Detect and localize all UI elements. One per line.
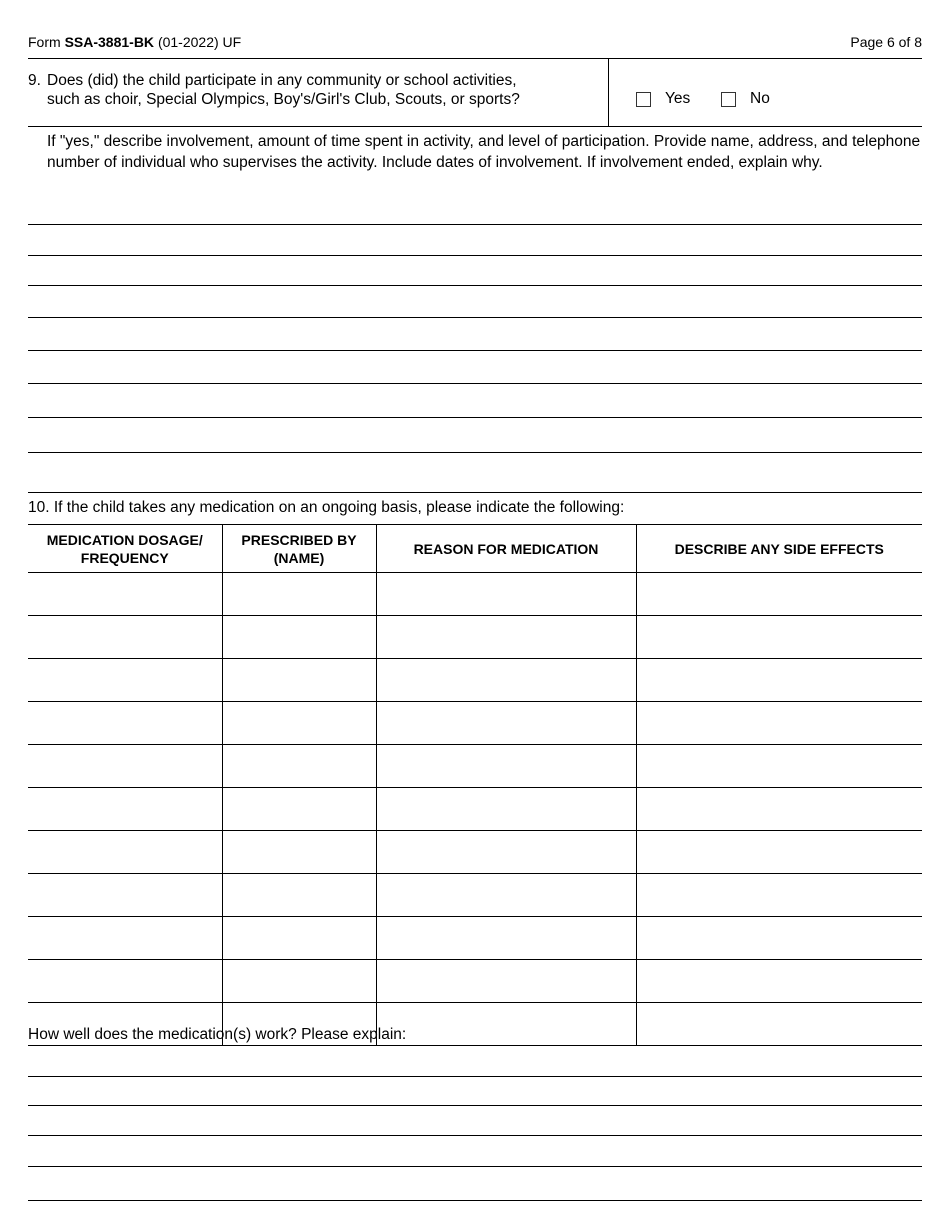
prescribed-by-cell[interactable] <box>222 616 376 659</box>
question-9-line-2: such as choir, Special Olympics, Boy's/Girl's Club, Scouts, or sports? <box>47 91 520 108</box>
no-checkbox[interactable] <box>721 92 736 107</box>
question-10-prompt: 10. If the child takes any medication on an ongoing basis, please indicate the following: <box>28 499 625 516</box>
side-effects-cell[interactable] <box>636 616 922 659</box>
prescribed-by-cell[interactable] <box>222 874 376 917</box>
side-effects-cell[interactable] <box>636 874 922 917</box>
side-effects-cell[interactable] <box>636 917 922 960</box>
form-identifier <box>28 34 241 50</box>
no-label: No <box>750 90 770 107</box>
reason-cell[interactable] <box>376 745 636 788</box>
table-row <box>28 831 922 874</box>
side-effects-cell[interactable] <box>636 788 922 831</box>
prescribed-by-cell[interactable] <box>222 745 376 788</box>
table-row <box>28 573 922 616</box>
reason-cell[interactable] <box>376 616 636 659</box>
table-row <box>28 960 922 1003</box>
question-9-line-1: Does (did) the child participate in any community or school activities, <box>47 72 517 89</box>
form-revision: (01-2022) UF <box>157 34 242 50</box>
medication-dosage-cell[interactable] <box>28 702 222 745</box>
column-header-medication-dosage: MEDICATION DOSAGE/ FREQUENCY <box>28 525 222 573</box>
table-row <box>28 788 922 831</box>
table-row <box>28 917 922 960</box>
form-page <box>28 0 922 1230</box>
side-effects-cell[interactable] <box>636 1003 922 1046</box>
medication-dosage-cell[interactable] <box>28 874 222 917</box>
medication-dosage-cell[interactable] <box>28 659 222 702</box>
question-9-bottom-rule <box>28 126 922 127</box>
reason-cell[interactable] <box>376 573 636 616</box>
table-row <box>28 874 922 917</box>
question-9-divider <box>608 58 609 126</box>
activity-answer-line[interactable] <box>28 492 922 493</box>
side-effects-cell[interactable] <box>636 960 922 1003</box>
form-prefix: Form <box>28 34 61 50</box>
effectiveness-answer-line[interactable] <box>28 1105 922 1106</box>
prescribed-by-cell[interactable] <box>222 788 376 831</box>
side-effects-cell[interactable] <box>636 573 922 616</box>
medication-dosage-cell[interactable] <box>28 917 222 960</box>
form-number: SSA-3881-BK <box>64 34 155 50</box>
no-option[interactable] <box>721 90 770 108</box>
header-divider <box>28 58 922 59</box>
side-effects-cell[interactable] <box>636 659 922 702</box>
medication-dosage-cell[interactable] <box>28 745 222 788</box>
prescribed-by-cell[interactable] <box>222 573 376 616</box>
reason-cell[interactable] <box>376 702 636 745</box>
column-header-reason: REASON FOR MEDICATION <box>376 525 636 573</box>
table-row <box>28 702 922 745</box>
medication-effectiveness-prompt: How well does the medication(s) work? Please explain: <box>28 1026 407 1043</box>
reason-cell[interactable] <box>376 1003 636 1046</box>
table-row <box>28 659 922 702</box>
prescribed-by-cell[interactable] <box>222 831 376 874</box>
question-9-number: 9. <box>28 72 41 89</box>
activity-answer-line[interactable] <box>28 255 922 256</box>
effectiveness-answer-line[interactable] <box>28 1135 922 1136</box>
effectiveness-answer-line[interactable] <box>28 1076 922 1077</box>
medication-table <box>28 524 922 1046</box>
yes-label: Yes <box>665 90 691 107</box>
reason-cell[interactable] <box>376 874 636 917</box>
medication-dosage-cell[interactable] <box>28 960 222 1003</box>
yes-checkbox[interactable] <box>636 92 651 107</box>
activity-answer-line[interactable] <box>28 285 922 286</box>
table-row <box>28 745 922 788</box>
medication-dosage-cell[interactable] <box>28 616 222 659</box>
activity-answer-line[interactable] <box>28 417 922 418</box>
effectiveness-answer-line[interactable] <box>28 1166 922 1167</box>
medication-dosage-cell[interactable] <box>28 788 222 831</box>
side-effects-cell[interactable] <box>636 831 922 874</box>
page-indicator: Page 6 of 8 <box>850 34 922 50</box>
medication-table-header <box>28 525 922 573</box>
effectiveness-answer-line[interactable] <box>28 1200 922 1201</box>
medication-dosage-cell[interactable] <box>28 573 222 616</box>
reason-cell[interactable] <box>376 960 636 1003</box>
activity-answer-line[interactable] <box>28 350 922 351</box>
prescribed-by-cell[interactable] <box>222 960 376 1003</box>
activity-answer-line[interactable] <box>28 317 922 318</box>
medication-dosage-cell[interactable] <box>28 831 222 874</box>
side-effects-cell[interactable] <box>636 745 922 788</box>
prescribed-by-cell[interactable] <box>222 702 376 745</box>
activity-answer-line[interactable] <box>28 224 922 225</box>
reason-cell[interactable] <box>376 831 636 874</box>
prescribed-by-cell[interactable] <box>222 659 376 702</box>
reason-cell[interactable] <box>376 788 636 831</box>
activity-answer-line[interactable] <box>28 383 922 384</box>
column-header-side-effects: DESCRIBE ANY SIDE EFFECTS <box>636 525 922 573</box>
activity-instructions: If "yes," describe involvement, amount of time spent in activity, and level of participation. Provide name, address, and telephone number of individual who supervises the activity. Include dates of involvement. If involvement ended, explain why. <box>47 133 921 171</box>
prescribed-by-cell[interactable] <box>222 917 376 960</box>
reason-cell[interactable] <box>376 917 636 960</box>
activity-answer-line[interactable] <box>28 452 922 453</box>
question-9 <box>28 71 588 109</box>
column-header-prescribed-by: PRESCRIBED BY (NAME) <box>222 525 376 573</box>
yes-option[interactable] <box>636 90 690 108</box>
reason-cell[interactable] <box>376 659 636 702</box>
side-effects-cell[interactable] <box>636 702 922 745</box>
table-row <box>28 616 922 659</box>
